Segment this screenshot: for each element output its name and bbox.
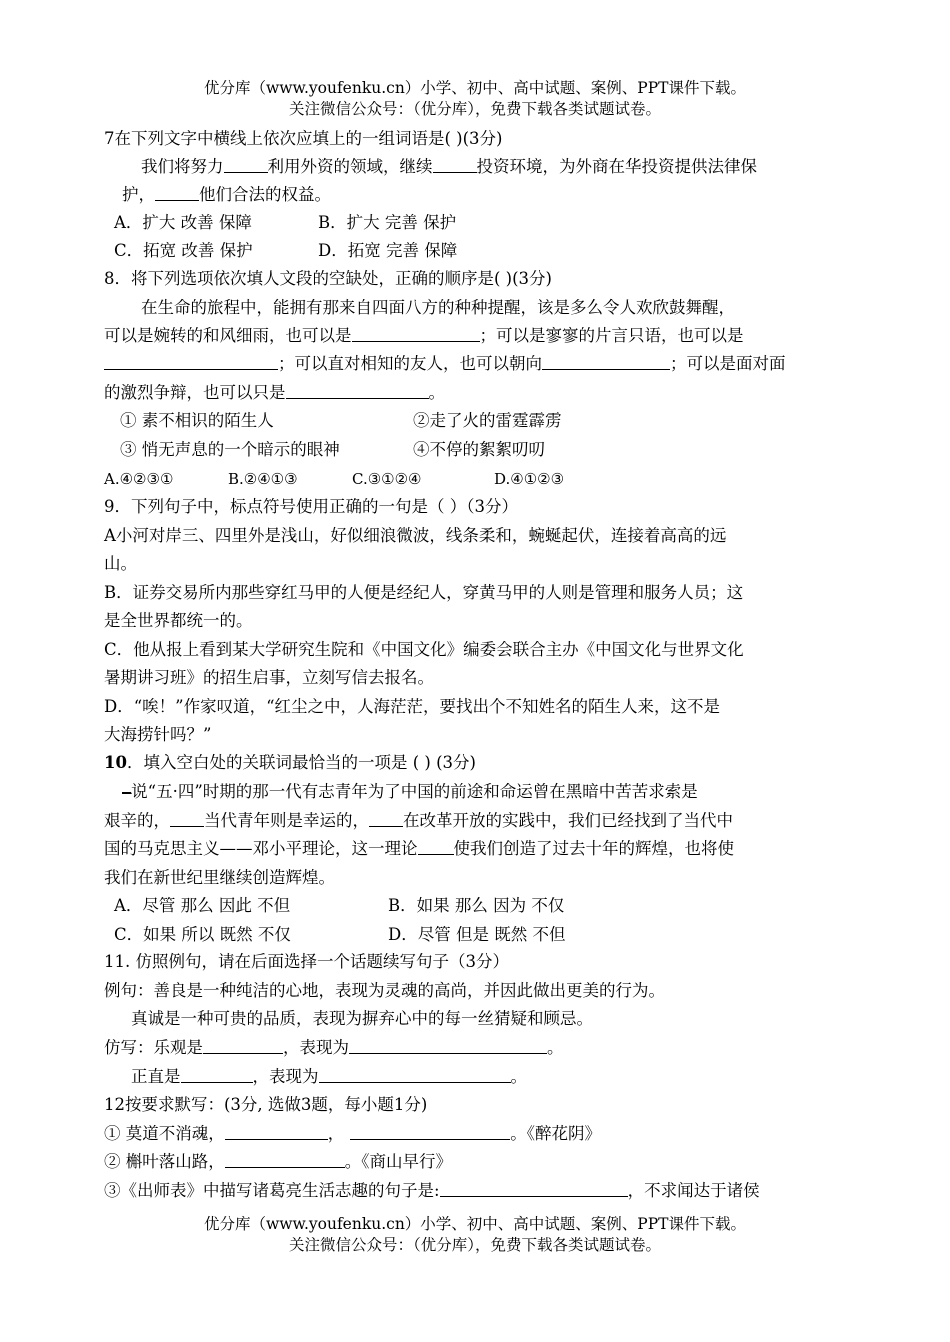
q12-item-1: ① 莫道不消魂， ， 。《醉花阴》 bbox=[104, 1124, 601, 1143]
q8-option-d: D.④①②③ bbox=[494, 470, 565, 488]
q12-item-3: ③《出师表》中描写诸葛亮生活志趣的句子是: ，不求闻达于诸侯 bbox=[104, 1181, 760, 1200]
q7-options-row-2 bbox=[114, 240, 457, 262]
q7-stem: 7在下列文字中横线上依次应填上的一组词语是( )(3分) bbox=[104, 129, 503, 148]
q10-stem: 10．填入空白处的关联词最恰当的一项是 ( ) (3分) bbox=[104, 753, 476, 772]
q10-passage-line-1: ---说“五·四”时期的那一代有志青年为了中国的前途和命运曾在黑暗中苦苦求索是 bbox=[122, 782, 698, 801]
q10-passage-line-3: 国的马克思主义——邓小平理论，这一理论 使我们创造了过去十年的辉煌，也将使 bbox=[104, 839, 734, 858]
q11-imitation-1: 仿写：乐观是 ，表现为 。 bbox=[104, 1038, 564, 1057]
q9-option-a-line-1: A小河对岸三、四里外是浅山，好似细浪微波，线条柔和，蜿蜒起伏，连接着高高的远 bbox=[104, 526, 727, 545]
q10-options-row-1 bbox=[114, 895, 564, 917]
q8-option-c: C.③①②④ bbox=[352, 470, 422, 488]
q11-example-2: 真诚是一种可贵的品质，表现为摒弃心中的每一丝猜疑和顾忌。 bbox=[131, 1009, 593, 1028]
q9-option-d-line-2: 大海捞针吗？” bbox=[104, 725, 212, 744]
q9-option-b-line-1: B．证券交易所内那些穿红马甲的人便是经纪人，穿黄马甲的人则是管理和服务人员；这 bbox=[104, 583, 744, 602]
answer-blank bbox=[349, 1037, 547, 1054]
q9-option-b-line-2: 是全世界都统一的。 bbox=[104, 611, 253, 630]
q11-imitation-2: 正直是 ，表现为 。 bbox=[131, 1067, 527, 1086]
answer-blank bbox=[369, 810, 403, 827]
answer-blank bbox=[225, 1151, 345, 1168]
q9-option-c-line-1: C．他从报上看到某大学研究生院和《中国文化》编委会联合主办《中国文化与世界文化 bbox=[104, 640, 744, 659]
q7-option-c: C．拓宽 改善 保护 bbox=[114, 241, 253, 260]
q10-number: 10 bbox=[104, 753, 127, 772]
answer-blank bbox=[155, 184, 199, 201]
q7-passage-line-1: 我们将努力 利用外资的领域，继续 投资环境，为外商在华投资提供法律保 bbox=[141, 157, 757, 176]
q7-passage-line-2: 护， 他们合法的权益。 bbox=[122, 185, 331, 204]
answer-blank bbox=[418, 838, 454, 855]
q8-options bbox=[104, 468, 564, 490]
footer-line-2: 关注微信公众号：（优分库），免费下载各类试题试卷。 bbox=[288, 1236, 661, 1254]
strikethrough-mark: --- bbox=[122, 786, 132, 800]
q10-option-b: B．如果 那么 因为 不仅 bbox=[388, 896, 565, 915]
header-line-2: 关注微信公众号：（优分库），免费下载各类试题试卷。 bbox=[288, 100, 661, 118]
q8-items-row-2 bbox=[120, 439, 545, 461]
q8-option-b: B.②④①③ bbox=[228, 470, 298, 488]
q7-option-a: A．扩大 改善 保障 bbox=[114, 213, 252, 232]
q11-example-1: 例句：善良是一种纯洁的心地，表现为灵魂的高尚，并因此做出更美的行为。 bbox=[104, 981, 665, 1000]
answer-blank bbox=[440, 1180, 628, 1197]
q7-option-d: D．拓宽 完善 保障 bbox=[318, 241, 458, 260]
q8-passage-line-1: 在生命的旅程中，能拥有那来自四面八方的种种提醒，该是多么令人欢欣鼓舞醒， bbox=[141, 298, 735, 317]
answer-blank bbox=[433, 156, 477, 173]
answer-blank bbox=[319, 1066, 511, 1083]
q11-stem: 11. 仿照例句，请在后面选择一个话题续写句子（3分） bbox=[104, 952, 509, 971]
q10-options-row-2 bbox=[114, 924, 565, 946]
footer-line-1: 优分库（www.youfenku.cn）小学、初中、高中试题、案例、PPT课件下载。 bbox=[203, 1215, 747, 1233]
answer-blank bbox=[350, 1123, 510, 1140]
q7-option-b: B．扩大 完善 保护 bbox=[318, 213, 457, 232]
answer-blank bbox=[181, 1066, 253, 1083]
q10-passage-line-2: 艰辛的， 当代青年则是幸运的， 在改革开放的实践中，我们已经找到了当代中 bbox=[104, 811, 733, 830]
q12-stem: 12按要求默写：(3分, 选做3题，每小题1分) bbox=[104, 1095, 428, 1114]
q10-option-d: D．尽管 但是 既然 不但 bbox=[388, 925, 566, 944]
q9-option-c-line-2: 暑期讲习班》的招生启事，立刻写信去报名。 bbox=[104, 668, 434, 687]
answer-blank bbox=[225, 1123, 328, 1140]
q9-option-d-line-1: D．“唉！”作家叹道，“红尘之中，人海茫茫，要找出个不知姓名的陌生人来，这不是 bbox=[104, 697, 721, 716]
answer-blank bbox=[104, 353, 278, 370]
q7-options-row-1 bbox=[114, 212, 456, 234]
answer-blank bbox=[286, 382, 429, 399]
answer-blank bbox=[352, 325, 480, 342]
q10-option-a: A．尽管 那么 因此 不但 bbox=[114, 896, 291, 915]
q8-items-row-1 bbox=[120, 410, 562, 432]
header-line-1: 优分库（www.youfenku.cn）小学、初中、高中试题、案例、PPT课件下载。 bbox=[203, 79, 747, 97]
q8-passage-line-4: 的激烈争辩，也可以只是 。 bbox=[104, 383, 445, 402]
q8-stem: 8．将下列选项依次填人文段的空缺处，正确的顺序是( )(3分) bbox=[104, 269, 552, 288]
q12-item-2: ② 槲叶落山路， 。《商山早行》 bbox=[104, 1152, 452, 1171]
q8-item-3: ③ 悄无声息的一个暗示的眼神 bbox=[120, 440, 340, 459]
q9-stem: 9．下列句子中，标点符号使用正确的一句是（ ）（3分） bbox=[104, 497, 518, 516]
q8-item-4: ④不停的絮絮叨叨 bbox=[413, 440, 545, 459]
q10-passage-line-4: 我们在新世纪里继续创造辉煌。 bbox=[104, 868, 335, 887]
q9-option-a-line-2: 山。 bbox=[104, 554, 137, 573]
q8-option-a: A.④②③① bbox=[104, 470, 174, 488]
q8-item-2: ②走了火的雷霆霹雳 bbox=[413, 411, 562, 430]
answer-blank bbox=[224, 156, 268, 173]
q8-passage-line-3: ；可以直对相知的友人，也可以朝向 ；可以是面对面 bbox=[104, 353, 786, 375]
q8-item-1: ① 素不相识的陌生人 bbox=[120, 411, 274, 430]
answer-blank bbox=[542, 353, 670, 370]
q10-option-c: C．如果 所以 既然 不仅 bbox=[114, 925, 291, 944]
answer-blank bbox=[170, 810, 204, 827]
answer-blank bbox=[203, 1037, 283, 1054]
q8-passage-line-2: 可以是婉转的和风细雨，也可以是 ；可以是寥寥的片言只语，也可以是 bbox=[104, 326, 744, 345]
